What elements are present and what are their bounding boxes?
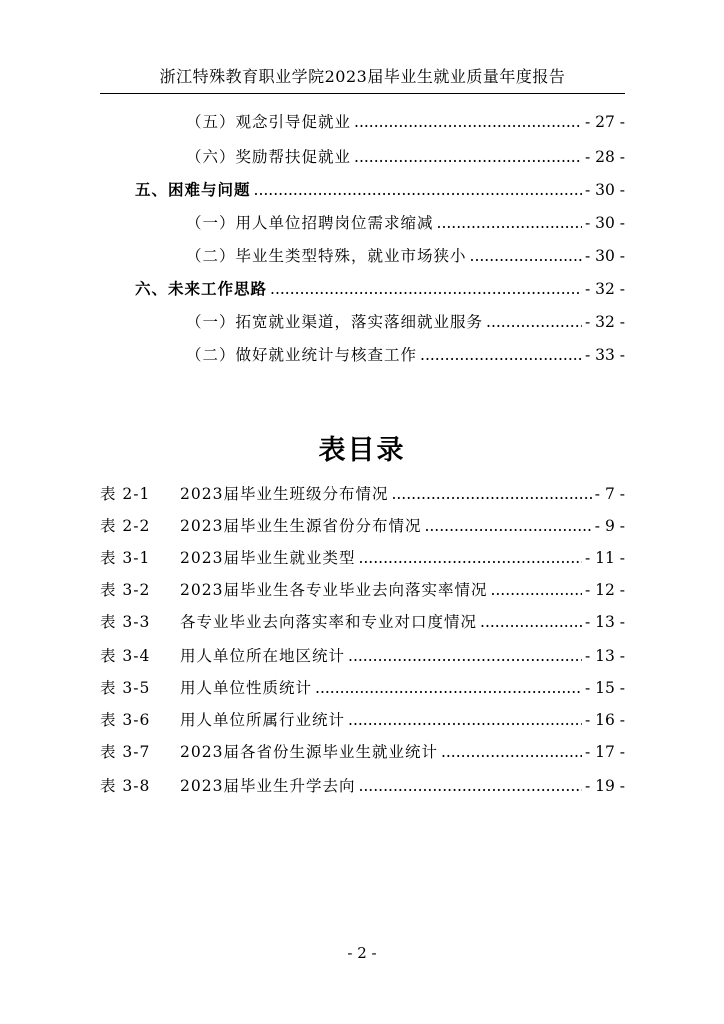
toc-entry-page: - 30 - [584,214,625,232]
toc-entry[interactable] [186,343,625,365]
toc-section[interactable] [135,277,625,299]
toc-entry-label: （二）毕业生类型特殊，就业市场狭小 [186,247,467,265]
dot-leader [486,313,582,331]
table-entry-label: 用人单位所在地区统计 [180,647,346,665]
table-number: 表 3-7 [100,743,151,761]
table-entry-label: 各专业毕业去向落实率和专业对口度情况 [180,613,478,631]
toc-entry[interactable] [186,110,625,132]
dot-leader [358,777,581,795]
dot-leader [348,647,582,665]
toc-entry-page: - 33 - [584,346,625,364]
dot-leader [391,485,591,503]
dot-leader [437,214,582,232]
dot-leader [354,113,582,131]
dot-leader [424,517,591,535]
table-entry-label: 2023届毕业生各专业毕业去向落实率情况 [180,581,488,599]
table-number: 表 3-1 [100,549,151,567]
dot-leader [358,549,581,567]
dot-leader [270,280,582,298]
table-number: 表 3-8 [100,777,151,795]
toc-entry-page: - 28 - [584,148,625,166]
table-entry[interactable] [100,610,625,632]
table-entry[interactable] [100,708,625,730]
table-entry-page: - 19 - [584,777,625,795]
table-entry-page: - 7 - [594,485,625,503]
toc-entry-page: - 30 - [584,247,625,265]
toc-entry-label: （一）用人单位招聘岗位需求缩减 [186,214,434,232]
table-entry[interactable] [100,644,625,666]
toc-entry[interactable] [186,310,625,332]
toc-section[interactable] [135,178,625,200]
toc-entry-page: - 32 - [584,280,625,298]
toc-entry[interactable] [186,244,625,266]
table-entry[interactable] [100,482,625,504]
table-entry[interactable] [100,578,625,600]
dot-leader [315,679,582,697]
dot-leader [420,346,582,364]
table-entry-page: - 16 - [584,711,625,729]
table-entry[interactable] [100,740,625,762]
toc-entry-label: （五）观念引导促就业 [186,113,352,131]
dot-leader [441,743,582,761]
toc-entry[interactable] [186,145,625,167]
table-entry-page: - 15 - [584,679,625,697]
dot-leader [470,247,582,265]
table-entry-label: 2023届毕业生就业类型 [180,549,356,567]
table-entry-page: - 13 - [584,647,625,665]
dot-leader [254,181,582,199]
table-number: 表 2-2 [100,517,151,535]
table-number: 表 3-2 [100,581,151,599]
dot-leader [480,613,582,631]
toc-entry-page: - 30 - [584,181,625,199]
table-entry-label: 2023届各省份生源毕业生就业统计 [180,743,438,761]
table-entry-page: - 9 - [594,517,625,535]
table-entry-label: 用人单位所属行业统计 [180,711,346,729]
table-entry-label: 2023届毕业生升学去向 [180,777,356,795]
table-entry-page: - 17 - [584,743,625,761]
toc-section-label: 五、困难与问题 [135,180,251,199]
dot-leader [354,148,582,166]
table-number: 表 3-5 [100,679,151,697]
table-number: 表 2-1 [100,485,151,503]
toc-entry-label: （六）奖励帮扶促就业 [186,148,352,166]
table-entry-page: - 12 - [584,581,625,599]
toc-section-label: 六、未来工作思路 [135,279,268,298]
dot-leader [490,581,581,599]
page-number: - 2 - [347,944,377,962]
table-entry-label: 用人单位性质统计 [180,679,313,697]
toc-entry-page: - 27 - [584,113,625,131]
toc-entry[interactable] [186,211,625,233]
toc-entry-label: （二）做好就业统计与核查工作 [186,346,418,364]
tables-heading: 表目录 [318,435,406,466]
table-entry[interactable] [100,546,625,568]
table-entry[interactable] [100,676,625,698]
table-number: 表 3-4 [100,647,151,665]
table-number: 表 3-3 [100,613,151,631]
toc-entry-label: （一）拓宽就业渠道，落实落细就业服务 [186,313,484,331]
header-divider [100,93,625,94]
toc-entry-page: - 32 - [584,313,625,331]
table-entry-page: - 13 - [584,613,625,631]
table-entry-label: 2023届毕业生生源省份分布情况 [180,517,422,535]
table-entry-label: 2023届毕业生班级分布情况 [180,485,389,503]
dot-leader [348,711,582,729]
table-entry-page: - 11 - [584,549,625,567]
table-entry[interactable] [100,774,625,796]
table-number: 表 3-6 [100,711,151,729]
table-entry[interactable] [100,514,625,536]
page-header: 浙江特殊教育职业学院2023届毕业生就业质量年度报告 [159,67,566,86]
